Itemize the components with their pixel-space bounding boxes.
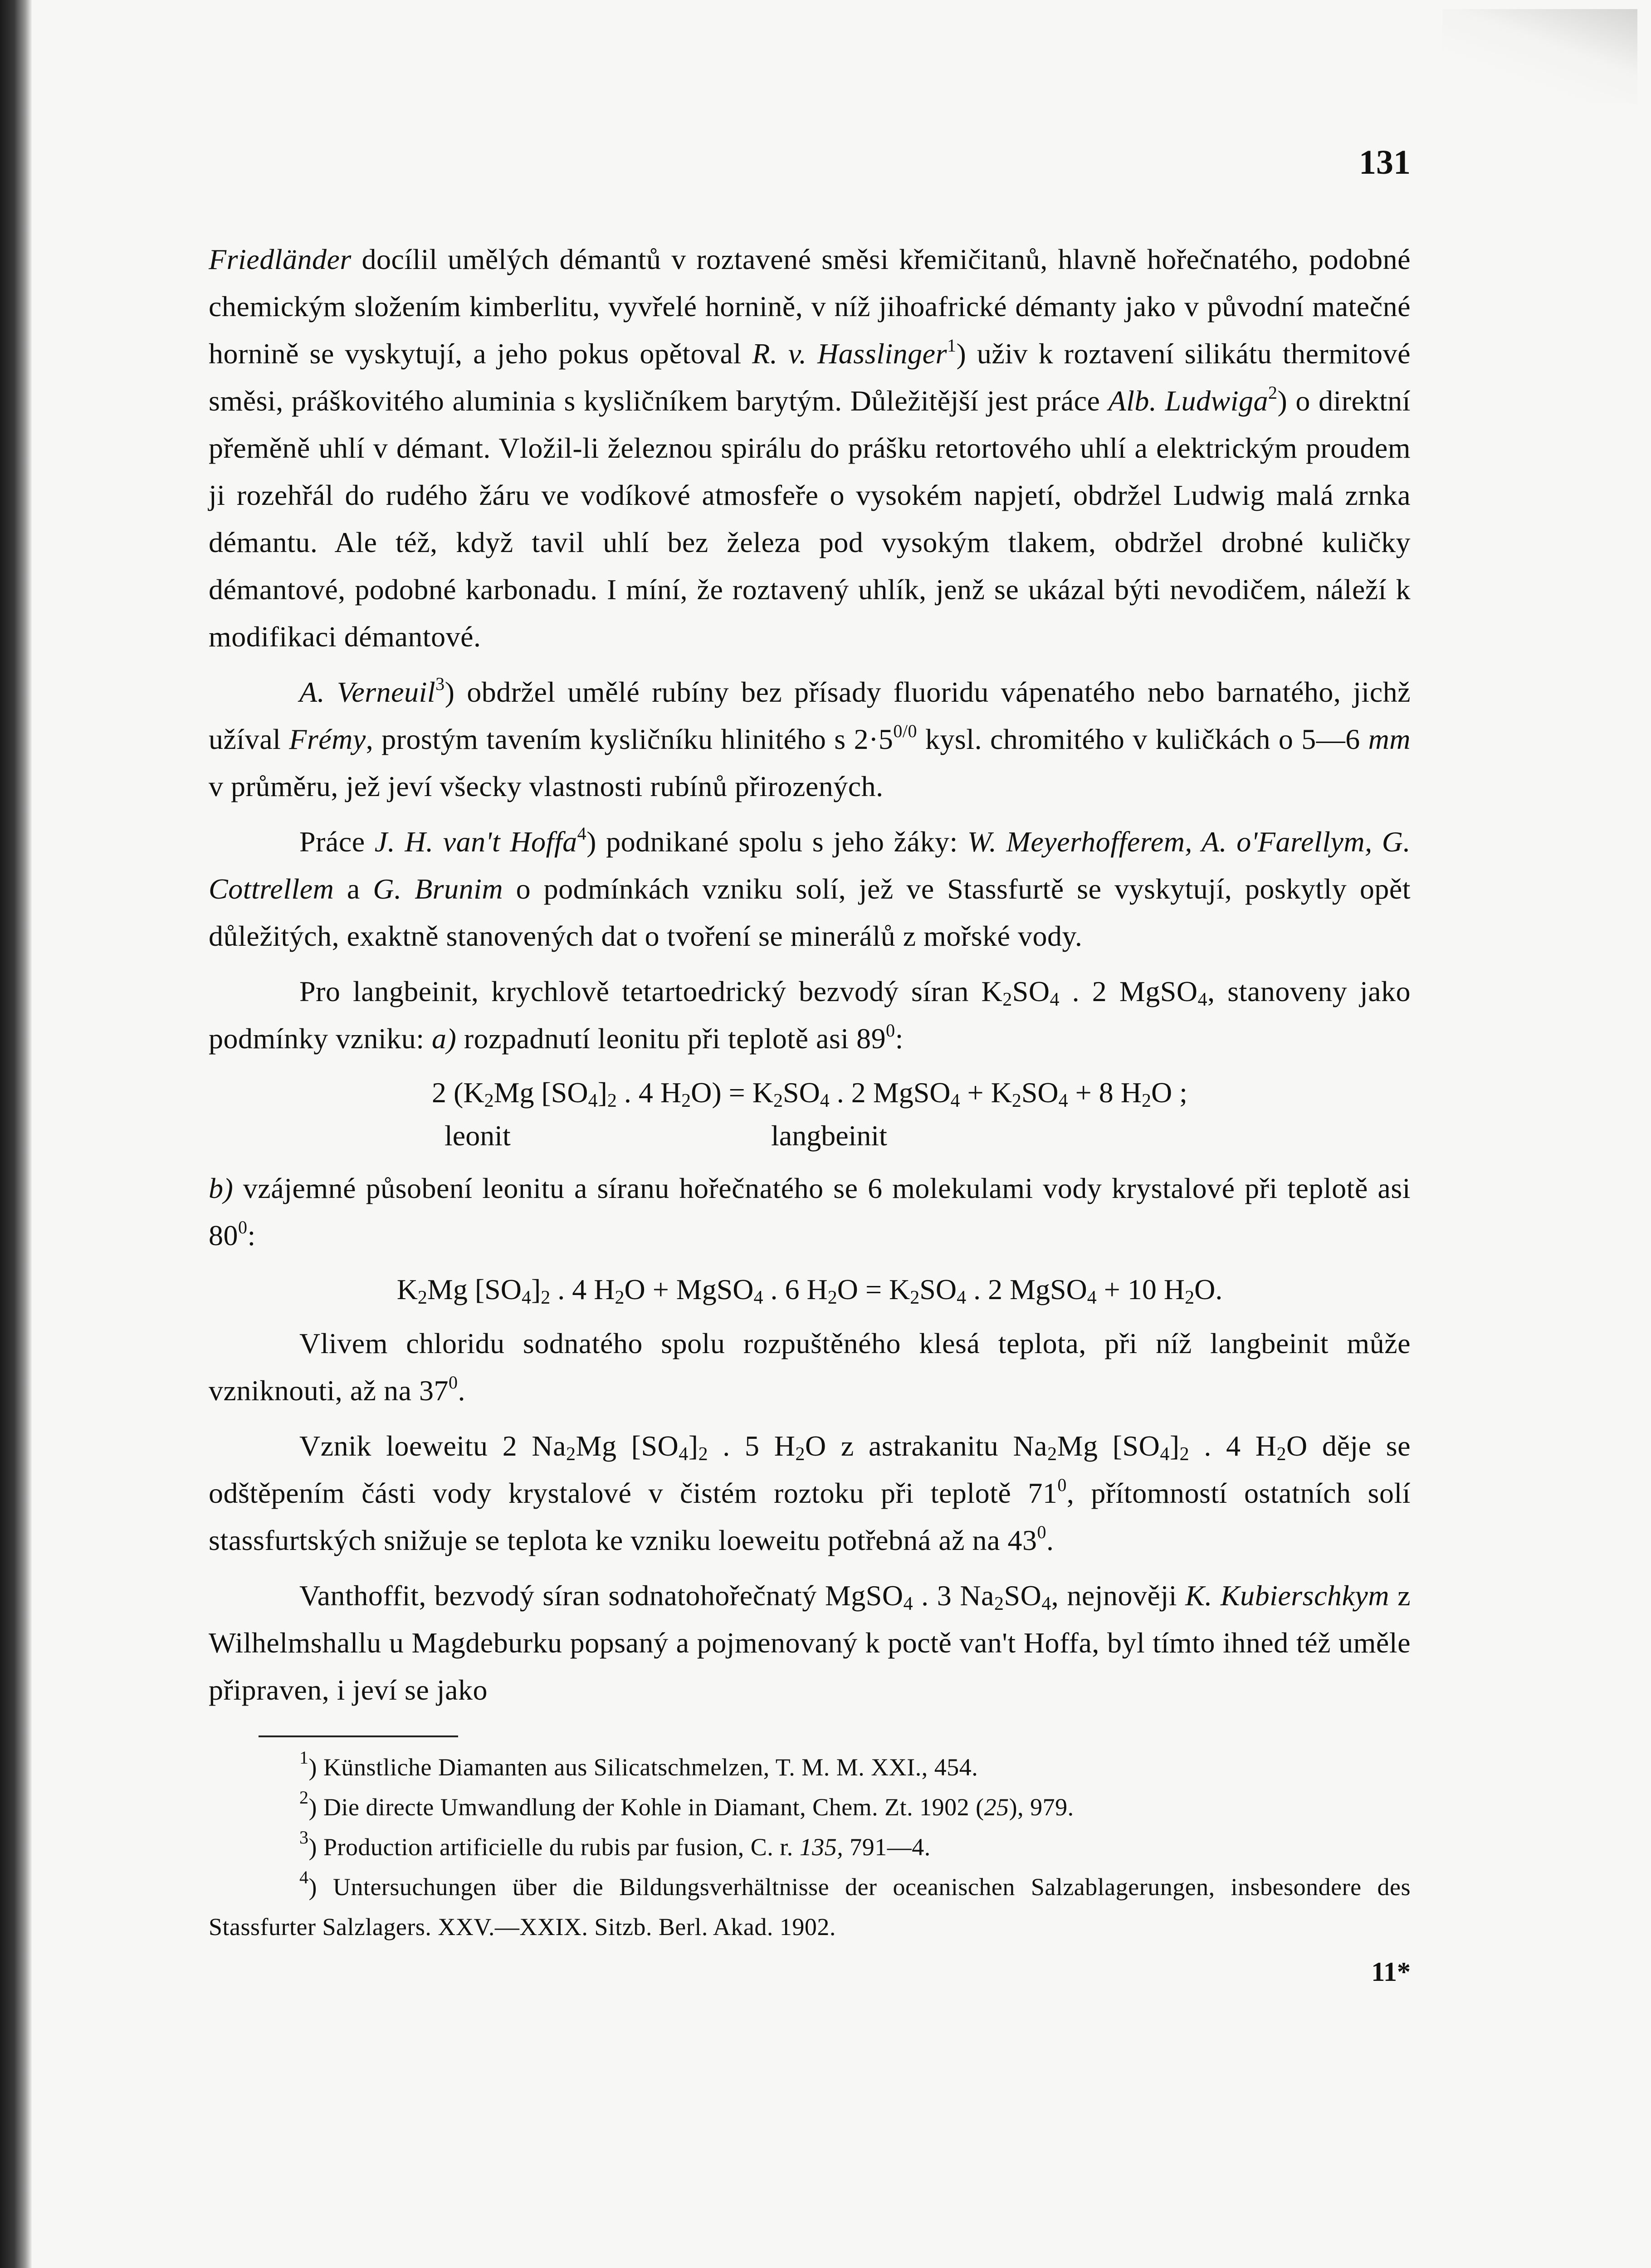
- footnote-marker: 3: [299, 1827, 309, 1848]
- eq-run: SO: [782, 1076, 820, 1109]
- text-run: v průměru, jež jeví všecky vlastnosti rubínů přirozených.: [209, 770, 884, 802]
- signature-mark: 11*: [1371, 1957, 1411, 1987]
- eq-run: O = K: [837, 1273, 910, 1305]
- text-run: . 5 H: [708, 1430, 796, 1462]
- corner-smudge: [1442, 9, 1637, 104]
- paragraph-verneuil: [209, 669, 1411, 810]
- subscript: 2: [484, 1090, 494, 1111]
- footnote-volume: 135,: [799, 1833, 844, 1861]
- footnote-ref: 2: [1268, 382, 1278, 403]
- footnote-text: ), 979.: [1009, 1794, 1074, 1821]
- author-name: Alb. Ludwiga: [1108, 385, 1269, 417]
- eq-run: SO: [919, 1273, 957, 1305]
- footnote-ref: 1: [947, 335, 957, 356]
- footnote-ref: 4: [577, 823, 587, 844]
- percent-sign: 0/0: [893, 721, 917, 741]
- subscript: 2: [417, 1287, 427, 1308]
- text-run: . 3 Na: [913, 1579, 994, 1612]
- equation-mgso4: [209, 1267, 1411, 1312]
- subscript: 2: [1185, 1287, 1195, 1308]
- subscript: 4: [1087, 1287, 1097, 1308]
- subscript: 2: [773, 1090, 783, 1111]
- text-run: O z astrakanitu Na: [805, 1430, 1048, 1462]
- footnotes: [209, 1747, 1411, 1947]
- text-run: o podmínkách vzniku solí, jež ve Stassfurtě se vyskytují, poskytly opět důležitých, exaktně stanovených dat o tvoření se minerálů z mořské vody.: [209, 873, 1411, 952]
- paragraph-loeweit: [209, 1422, 1411, 1564]
- text-run: ]: [1169, 1430, 1180, 1462]
- eq-run: . 6 H: [763, 1273, 828, 1305]
- subscript: 4: [1050, 989, 1060, 1010]
- text-run: Mg [SO: [576, 1430, 679, 1462]
- eq-run: 2 (K: [432, 1076, 484, 1109]
- subscript: 2: [795, 1444, 805, 1465]
- text-run: ) uživ k roztavení silikátu thermitové směsi, práškovitého aluminia s kysličníkem barytým. Důležitější jest práce: [209, 337, 1411, 417]
- author-name: J. H. van't Hoffa: [374, 826, 577, 858]
- subscript: 2: [910, 1287, 920, 1308]
- footnote-4: [209, 1867, 1411, 1947]
- footnote-marker: 1: [299, 1747, 309, 1768]
- text-run: .: [458, 1374, 465, 1407]
- footnote-text: ) Untersuchungen über die Bildungsverhältnisse der oceanischen Salzablagerungen, insbesondere des Stassfurter Salzlagers. XXV.—XXIX. Sitzb. Berl. Akad. 1902.: [209, 1873, 1411, 1941]
- footnote-marker: 2: [299, 1787, 309, 1808]
- subscript: 2: [1276, 1444, 1286, 1465]
- binding-shadow: [0, 0, 32, 2268]
- degree-sign: 0: [448, 1372, 458, 1393]
- degree-sign: 0: [1057, 1475, 1067, 1495]
- subscript: 4: [957, 1287, 967, 1308]
- eq-run: . 2 MgSO: [966, 1273, 1087, 1305]
- list-marker: b): [209, 1172, 234, 1204]
- subscript: 2: [1179, 1444, 1190, 1465]
- subscript: 4: [820, 1090, 830, 1111]
- author-name: R. v. Hasslinger: [752, 337, 947, 370]
- text-run: vzájemné působení leonitu a síranu hořečnatého se 6 molekulami vody krystalové při teplotě asi 80: [209, 1172, 1411, 1251]
- eq-run: + 10 H: [1096, 1273, 1185, 1305]
- eq-run: . 2 MgSO: [829, 1076, 951, 1109]
- subscript: 2: [681, 1090, 691, 1111]
- subscript: 2: [1141, 1090, 1151, 1111]
- text-run: a: [334, 873, 373, 905]
- eq-run: . 4 H: [616, 1076, 682, 1109]
- degree-sign: 0: [886, 1020, 895, 1041]
- text-run: SO: [1012, 975, 1050, 1007]
- equation-labels: [209, 1115, 1411, 1157]
- page-number: 131: [1359, 143, 1411, 181]
- subscript: 2: [994, 1593, 1004, 1614]
- footnote-text: ) Die directe Umwandlung der Kohle in Diamant, Chem. Zt. 1902 (: [308, 1794, 984, 1821]
- subscript: 4: [1058, 1090, 1068, 1111]
- text-run: , stanoveny jako podmínky vzniku:: [209, 975, 1411, 1055]
- eq-run: K: [396, 1273, 418, 1305]
- text-run: , prostým tavením kysličníku hlinitého s 2·5: [366, 723, 894, 755]
- text-run: , nejnověji: [1051, 1579, 1186, 1612]
- degree-sign: 0: [238, 1217, 248, 1237]
- eq-run: O) = K: [691, 1076, 773, 1109]
- eq-run: O + MgSO: [624, 1273, 754, 1305]
- subscript: 4: [521, 1287, 531, 1308]
- author-name: Friedländer: [209, 243, 352, 275]
- eq-run: SO: [1021, 1076, 1059, 1109]
- degree-sign: 0: [1037, 1522, 1046, 1542]
- text-run: Mg [SO: [1057, 1430, 1160, 1462]
- text-run: ) o direktní přeměně uhlí v démant. Vložil-li železnou spirálu do prášku retortového uhlí a elektrickým proudem ji rozehřál do rudého žáru ve vodíkové atmosfeře o vysokém napjetí, obdržel Ludwig malá zrnka démantu. Ale též, když tavil uhlí bez železa pod vysokým tlakem, obdržel drobné kuličky démantové, podobné karbonadu. I míní, že roztavený uhlík, jenž se ukázal býti nevodičem, náleží k modifikaci démantové.: [209, 385, 1411, 653]
- text-run: Vznik loeweitu 2 Na: [299, 1430, 567, 1462]
- footnote-text: ) Künstliche Diamanten aus Silicatschmelzen, T. M. M. XXI., 454.: [308, 1754, 978, 1781]
- author-name: W. Meyerhofferem, A. o'Farellym, G. Cottrellem: [209, 826, 1411, 905]
- subscript: 2: [566, 1444, 576, 1465]
- text-run: z Wilhelmshallu u Magdeburku popsaný a pojmenovaný k poctě van't Hoffa, byl tímto ihned též uměle připraven, i jeví se jako: [209, 1579, 1411, 1706]
- text-run: Vanthoffit, bezvodý síran sodnatohořečnatý MgSO: [299, 1579, 904, 1612]
- text-run: Pro langbeinit, krychlově tetartoedrický bezvodý síran K: [299, 975, 1003, 1007]
- eq-run: ]: [597, 1076, 607, 1109]
- footnote-text: 791—4.: [843, 1833, 931, 1861]
- text-run: Práce: [299, 826, 375, 858]
- subscript: 2: [698, 1444, 708, 1465]
- eq-run: Mg [SO: [493, 1076, 588, 1109]
- body-text: [209, 236, 1411, 1992]
- footnote-text: ) Production artificielle du rubis par fusion, C. r.: [308, 1833, 800, 1861]
- footnote-marker: 4: [299, 1867, 309, 1887]
- subscript: 2: [1047, 1444, 1057, 1465]
- paragraph-vant-hoff: [209, 818, 1411, 960]
- label-langbeinit: langbeinit: [771, 1119, 887, 1152]
- footnote-ref: 3: [435, 674, 445, 694]
- text-run: :: [247, 1219, 256, 1251]
- eq-run: O.: [1194, 1273, 1223, 1305]
- footnote-2: [209, 1787, 1411, 1827]
- text-run: docílil umělých démantů v roztavené směsi křemičitanů, hlavně hořečnatého, podobné chemickým složením kimberlitu, vyvřelé hornině, v níž jihoafrické démanty jako v původní matečné hornině se vyskytují, a jeho pokus opětoval: [209, 243, 1411, 370]
- text-run: :: [895, 1022, 904, 1055]
- eq-run: . 4 H: [550, 1273, 615, 1305]
- text-run: ) obdržel umělé rubíny bez přísady fluoridu vápenatého nebo barnatého, jichž užíval: [209, 676, 1411, 755]
- text-run: . 4 H: [1189, 1430, 1277, 1462]
- subscript: 2: [541, 1287, 551, 1308]
- equation-leonit: [209, 1070, 1411, 1115]
- subscript: 4: [753, 1287, 763, 1308]
- footnote-divider: [259, 1735, 458, 1737]
- subscript: 2: [1002, 989, 1012, 1010]
- text-run: O děje se odštěpením části vody krystalové v čistém roztoku při teplotě 71: [209, 1430, 1411, 1509]
- paragraph-vanthoffit: [209, 1572, 1411, 1714]
- subscript: 4: [1160, 1444, 1170, 1465]
- text-run: .: [1046, 1524, 1054, 1556]
- subscript: 4: [1041, 1593, 1051, 1614]
- footnote-volume: 25: [984, 1794, 1009, 1821]
- subscript: 2: [1011, 1090, 1021, 1111]
- eq-run: Mg [SO: [427, 1273, 522, 1305]
- subscript: 2: [607, 1090, 617, 1111]
- text-run: . 2 MgSO: [1060, 975, 1198, 1007]
- eq-run: + 8 H: [1068, 1076, 1142, 1109]
- text-run: Vlivem chloridu sodnatého spolu rozpuštěného klesá teplota, při níž langbeinit může vzniknouti, až na 37: [209, 1327, 1411, 1407]
- subscript: 4: [679, 1444, 689, 1465]
- subscript: 4: [950, 1090, 960, 1111]
- author-name: G. Brunim: [373, 873, 503, 905]
- text-run: , přítomností ostatních solí stassfurtských snižuje se teplota ke vzniku loeweitu potřebná až na 43: [209, 1477, 1411, 1556]
- eq-run: ]: [531, 1273, 541, 1305]
- subscript: 2: [615, 1287, 625, 1308]
- list-marker: a): [432, 1022, 457, 1055]
- paragraph-friedlander: [209, 236, 1411, 660]
- unit: mm: [1368, 723, 1411, 755]
- text-run: ]: [688, 1430, 698, 1462]
- eq-run: O ;: [1151, 1076, 1187, 1109]
- subscript: 4: [903, 1593, 913, 1614]
- text-run: SO: [1004, 1579, 1042, 1612]
- label-leonit: leonit: [444, 1119, 511, 1152]
- author-name: K. Kubierschkym: [1185, 1579, 1390, 1612]
- footnote-1: [209, 1747, 1411, 1787]
- paragraph-b: [209, 1165, 1411, 1259]
- footnote-3: [209, 1827, 1411, 1867]
- text-run: ) podnikané spolu s jeho žáky:: [586, 826, 967, 858]
- author-name: A. Verneuil: [299, 676, 436, 708]
- paragraph-chlorid: [209, 1320, 1411, 1414]
- author-name: Frémy: [289, 723, 366, 755]
- subscript: 4: [588, 1090, 598, 1111]
- subscript: 2: [827, 1287, 837, 1308]
- subscript: 4: [1197, 989, 1208, 1010]
- text-run: rozpadnutí leonitu při teplotě asi 89: [456, 1022, 886, 1055]
- text-run: kysl. chromitého v kuličkách o 5—6: [917, 723, 1368, 755]
- eq-run: + K: [960, 1076, 1012, 1109]
- paragraph-langbeinit: [209, 968, 1411, 1062]
